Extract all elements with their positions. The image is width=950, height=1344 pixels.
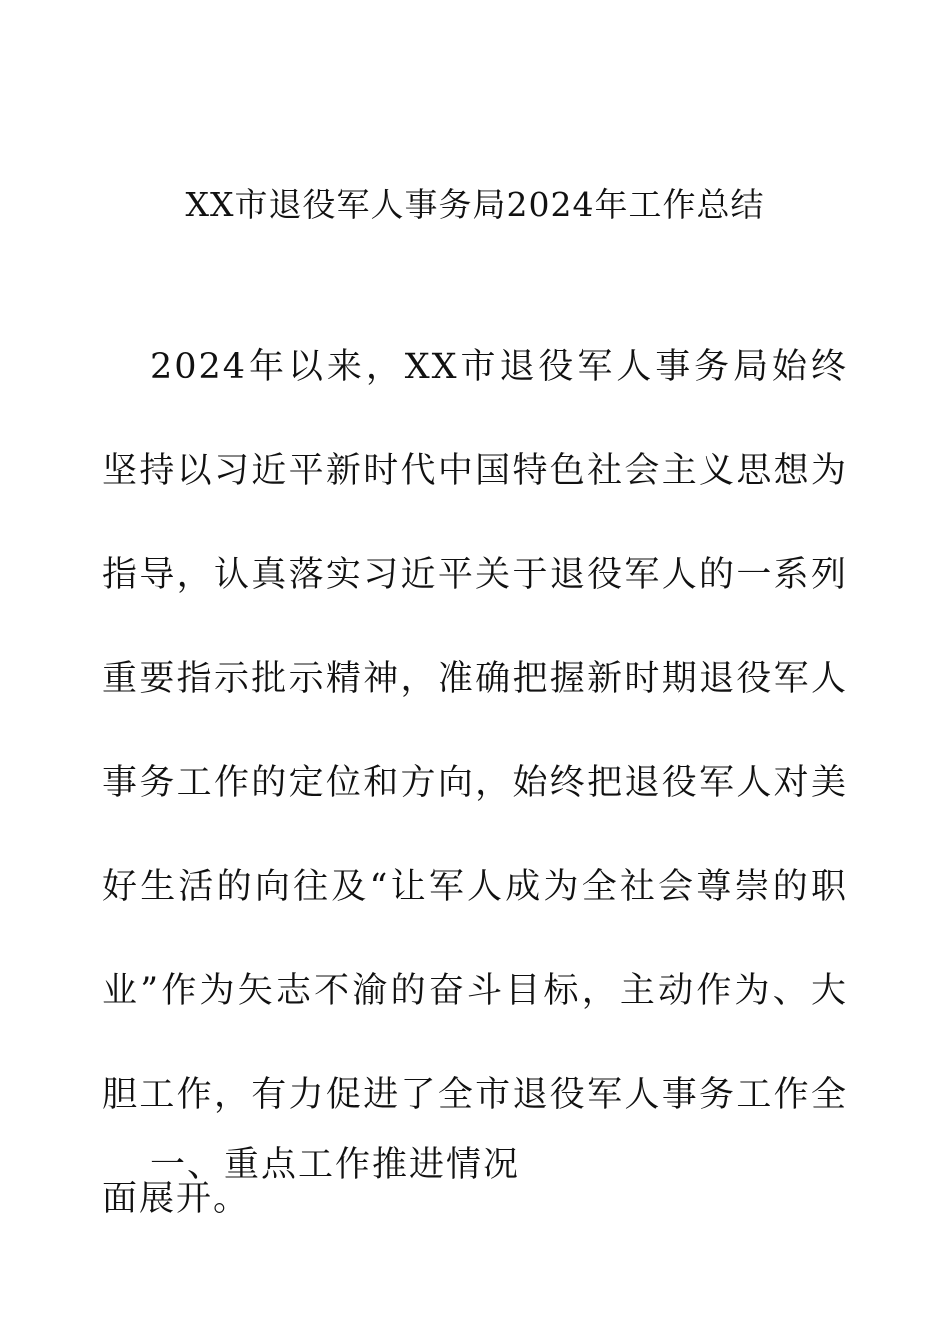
- intro-paragraph: 2024年以来，XX市退役军人事务局始终坚持以习近平新时代中国特色社会主义思想为指导，认真落实习近平关于退役军人的一系列重要指示批示精神，准确把握新时期退役军人事务工作的定位和方向，始终把退役军人对美好生活的向往及“让军人成为全社会尊崇的职业”作为矢志不渝的奋斗目标，主动作为、大胆工作，有力促进了全市退役军人事务工作全面展开。: [102, 347, 848, 1219]
- section-heading: 一、重点工作推进情况: [150, 1145, 521, 1185]
- document-title: XX市退役军人事务局2024年工作总结: [185, 185, 765, 224]
